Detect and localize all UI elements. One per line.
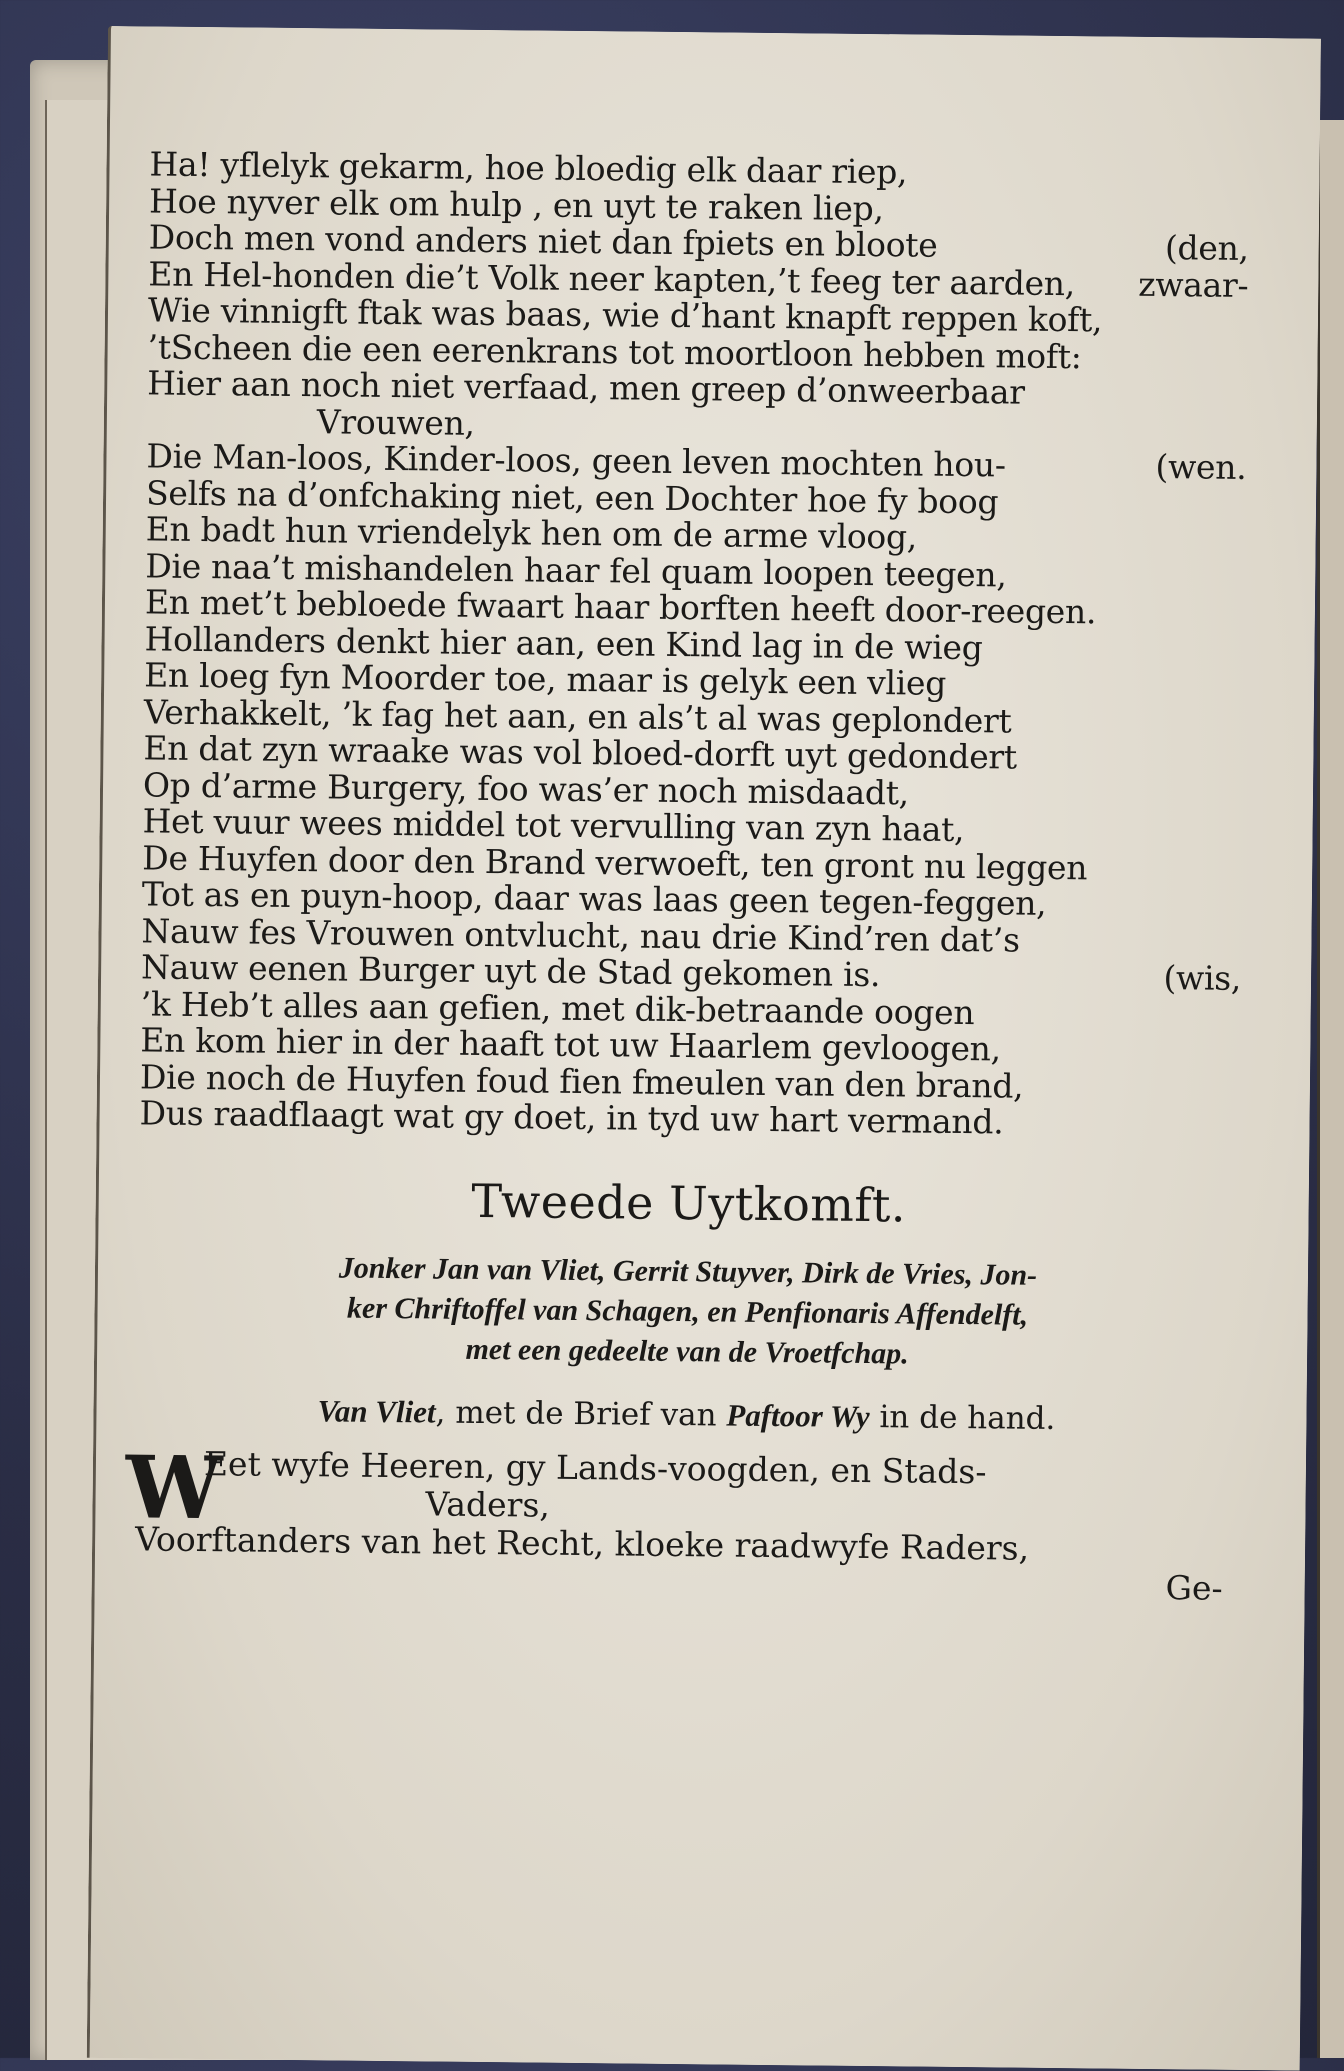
verse-line-text: Nauw eenen Burger uyt de Stad gekomen is. <box>140 947 881 995</box>
speech-line: Voorftanders van het Recht, kloeke raadwyfe Raders, <box>134 1518 1030 1568</box>
verse-line-text: En loeg fyn Moorder toe, maar is gelyk een vlieg <box>144 655 947 703</box>
verse-runon: (wis, <box>1163 958 1242 998</box>
drop-cap: W <box>125 1436 223 1539</box>
verse-line-text: ’k Heb’t alles aan gefien, met dik-betraande oogen <box>140 983 975 1032</box>
cast-line: Jonker Jan van Vliet, Gerrit Stuyver, Dirk de Vries, Jon- <box>338 1250 1038 1292</box>
section-heading: Tweede Uytkomft. <box>471 1173 907 1232</box>
verse-runon: (den, <box>1164 228 1249 268</box>
catchword: Ge- <box>1165 1567 1223 1608</box>
cast-line: ker Chriftoffel van Schagen, en Penfionaris Affendelft, <box>346 1291 1029 1332</box>
verse-line-text: En dat zyn wraake was vol bloed-dorft uyt gedondert <box>143 728 1018 777</box>
verse-line-text: De Huyfen door den Brand verwoeft, ten gront nu leggen <box>142 837 1088 887</box>
stage-direction <box>136 1388 1236 1442</box>
verse-line-text: Hollanders denkt hier aan, een Kind lag in de wieg <box>144 618 983 667</box>
verse-line-text: Verhakkelt, ’k fag het aan, en als’t al was geplondert <box>143 691 1012 740</box>
verse-line-text: Dus raadflaagt wat gy doet, in tyd uw hart vermand. <box>139 1093 1004 1142</box>
speech-line: Vaders, <box>425 1483 551 1525</box>
cast-line: met een gedeelte van de Vroetfchap. <box>465 1332 909 1370</box>
verse-line-text: Die noch de Huyfen foud fien fmeulen van den brand, <box>139 1056 1024 1106</box>
verse-runon: (wen. <box>1155 446 1247 487</box>
verse-line-text: Tot as en puyn-hoop, daar was laas geen tegen-feggen, <box>141 874 1047 923</box>
verse-line-text: Ha! yflelyk gekarm, hoe bloedig elk daar riep, <box>149 144 908 192</box>
speech-block <box>125 1436 1237 1608</box>
verse-line-text: Die Man-loos, Kinder-loos, geen leven mochten hou- <box>146 436 1006 485</box>
verse-line-text: ’tScheen die een eerenkrans tot moortloon hebben moft: <box>147 326 1082 376</box>
verse-line-text: En badt hun vriendelyk hen om de arme vloog, <box>145 509 918 557</box>
verse-line-text: Op d’arme Burgery, foo was’er noch misdaadt, <box>142 764 910 812</box>
cast-list <box>137 1246 1238 1378</box>
book-page <box>87 26 1321 2071</box>
verse-line-text: En Hel-honden die’t Volk neer kapten,’t feeg ter aarden, <box>148 253 1076 303</box>
verse-runon: zwaar- <box>1138 264 1249 305</box>
verse-line-text: Wie vinnigft ftak was baas, wie d’hant knapft reppen koft, <box>147 290 1103 340</box>
facing-page-edge <box>1317 120 1344 2058</box>
verse-line-text: En met’t bebloede fwaart haar borften heeft door-reegen. <box>144 582 1097 632</box>
speech-line: Eet wyfe Heeren, gy Lands-voogden, en Stads- <box>203 1443 987 1491</box>
verse-line-text: Hoe nyver elk om hulp , en uyt te raken liep, <box>148 180 884 228</box>
letter-author: Paftoor Wy <box>726 1397 870 1434</box>
verse-line-text: Doch men vond anders niet dan fpiets en bloote <box>148 217 938 265</box>
verse-line-text: Die naa’t mishandelen haar fel quam loopen teegen, <box>145 545 1007 594</box>
verse-block <box>139 146 1249 1143</box>
stage-text: , met de Brief van <box>435 1394 727 1434</box>
speaker-name: Van Vliet <box>317 1392 436 1430</box>
verse-line-text: Het vuur wees middel tot vervulling van zyn haat, <box>142 801 965 850</box>
page-content <box>125 144 1250 1608</box>
verse-line-text: En kom hier in der haaft tot uw Haarlem gevloogen, <box>140 1020 1002 1069</box>
verse-line-text: Hier aan noch niet verfaad, men greep d’onweerbaar <box>147 363 1025 412</box>
stage-text-end: in de hand. <box>869 1398 1056 1437</box>
verse-line-text: Nauw fes Vrouwen ontvlucht, nau drie Kind’ren dat’s <box>141 910 1020 960</box>
verse-line-text: Selfs na d’onfchaking niet, een Dochter hoe fy boog <box>145 472 999 521</box>
verse-line-text: Vrouwen, <box>316 401 475 443</box>
